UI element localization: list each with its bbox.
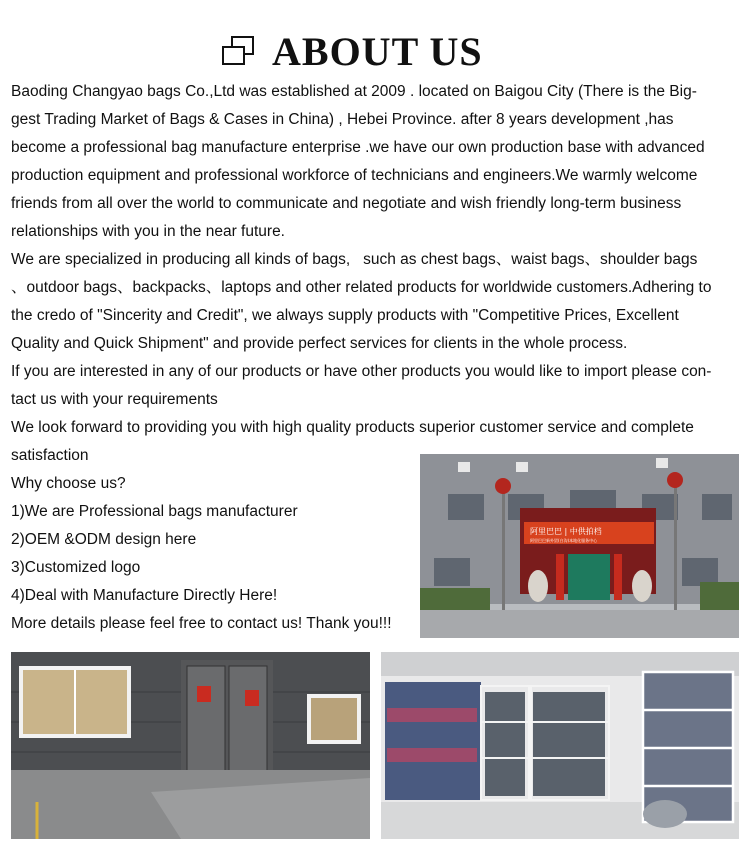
text-line: gest Trading Market of Bags & Cases in China) , Hebei Province. after 8 years development ,has <box>11 111 674 128</box>
text-line: If you are interested in any of our products or have other products you would like to import please con- <box>11 363 712 380</box>
store-sign-main: 阿里巴巴 | 中供拍档 <box>530 527 602 536</box>
text-line: Quality and Quick Shipment" and provide perfect services for clients in the whole process. <box>11 335 628 352</box>
company-building-photo <box>420 454 739 638</box>
text-line: We are specialized in producing all kinds of bags, such as chest bags、waist bags、shoulder bags <box>11 251 698 268</box>
text-line: become a professional bag manufacture enterprise .we have our own production base with advanced <box>11 139 705 156</box>
text-line: 3)Customized logo <box>11 559 141 576</box>
page-title: ABOUT US <box>272 29 483 74</box>
text-line: 4)Deal with Manufacture Directly Here! <box>11 587 278 604</box>
text-line: Why choose us? <box>11 475 126 492</box>
overlapping-squares-icon <box>221 36 255 66</box>
store-sign-sub: 阿里巴巴新外贸(白沟)本地化服务中心 <box>530 538 598 543</box>
text-line: friends from all over the world to communicate and negotiate and wish friendly long-term business <box>11 195 682 212</box>
page-header <box>0 30 750 80</box>
text-line: the credo of "Sincerity and Credit", we always supply products with "Competitive Prices, Excellent <box>11 307 679 324</box>
text-line: 2)OEM &ODM design here <box>11 531 197 548</box>
text-line: Baoding Changyao bags Co.,Ltd was established at 2009 . located on Baigou City (There is the Big- <box>11 83 697 100</box>
text-line: 1)We are Professional bags manufacturer <box>11 503 298 520</box>
text-line: satisfaction <box>11 447 89 464</box>
warehouse-photo <box>381 652 739 839</box>
text-line: We look forward to providing you with high quality products superior customer service and complete <box>11 419 694 436</box>
text-line: tact us with your requirements <box>11 391 218 408</box>
factory-entrance-photo <box>11 652 370 839</box>
text-line: 、outdoor bags、backpacks、laptops and other related products for worldwide customers.Adhering to <box>11 279 712 296</box>
text-line: relationships with you in the near future. <box>11 223 285 240</box>
text-line: production equipment and professional workforce of technicians and engineers.We warmly welcome <box>11 167 698 184</box>
text-line: More details please feel free to contact us! Thank you!!! <box>11 615 392 632</box>
